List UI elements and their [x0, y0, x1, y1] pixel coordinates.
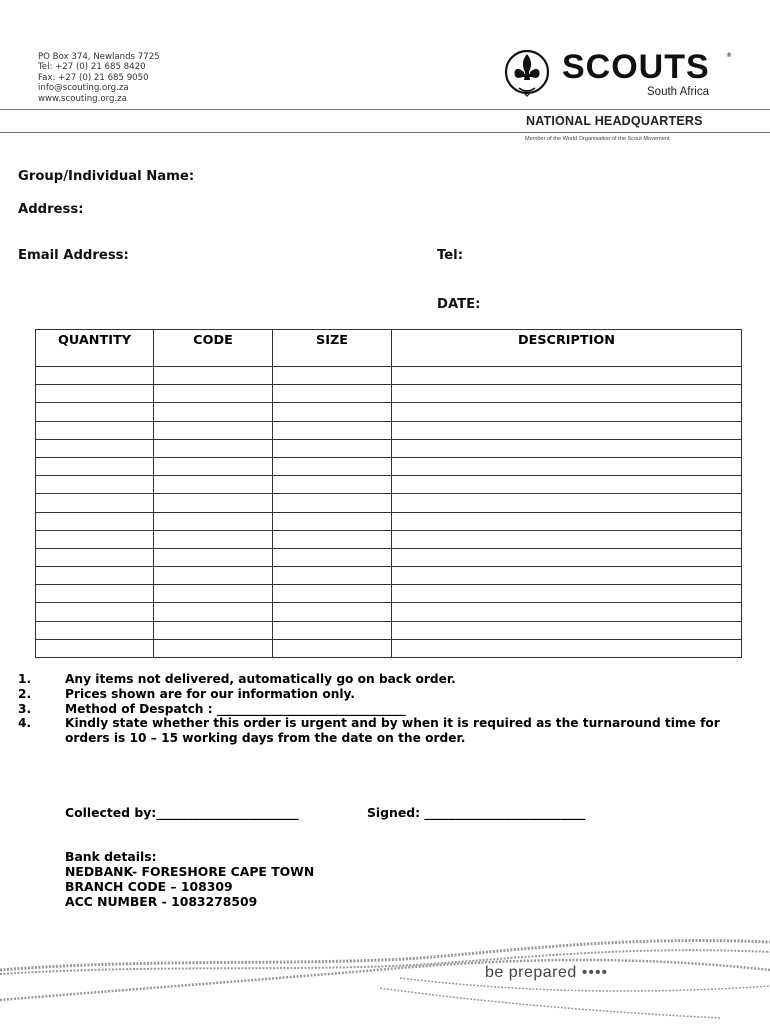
contact-fax: Fax: +27 (0) 21 685 9050 — [38, 72, 149, 83]
member-note: Member of the World Organisation of the Scout Movement — [525, 136, 670, 142]
table-row — [36, 621, 742, 639]
order-notes — [18, 672, 763, 746]
table-cell — [36, 439, 154, 457]
brand-subtitle: South Africa — [647, 86, 710, 98]
table-cell — [154, 603, 273, 621]
table-row — [36, 512, 742, 530]
bank-title: Bank details: — [65, 849, 157, 864]
tagline-dots: •••• — [581, 964, 609, 981]
table-row — [36, 548, 742, 566]
table-cell — [273, 476, 392, 494]
name-label: Group/Individual Name: — [18, 169, 195, 184]
note-number: 2. — [18, 686, 32, 701]
contact-email: info@scouting.org.za — [38, 83, 129, 94]
table-row — [36, 385, 742, 403]
footer-tagline — [485, 964, 608, 982]
table-cell — [154, 421, 273, 439]
table-cell — [154, 476, 273, 494]
contact-block — [38, 52, 160, 104]
table-cell — [392, 421, 742, 439]
registered-mark: ® — [726, 52, 732, 59]
note-item — [18, 672, 763, 687]
table-cell — [36, 457, 154, 475]
table-cell — [273, 457, 392, 475]
table-cell — [36, 530, 154, 548]
table-cell — [36, 476, 154, 494]
note-item — [18, 702, 763, 717]
table-cell — [36, 385, 154, 403]
code-header: CODE — [154, 330, 273, 367]
email-label: Email Address: — [18, 248, 129, 263]
address-label: Address: — [18, 202, 84, 217]
table-cell — [273, 385, 392, 403]
table-row — [36, 585, 742, 603]
table-cell — [273, 494, 392, 512]
table-cell — [392, 385, 742, 403]
description-header: DESCRIPTION — [392, 330, 742, 367]
table-row — [36, 603, 742, 621]
table-cell — [273, 367, 392, 385]
note-text: Method of Despatch : _______________________________ — [65, 701, 406, 716]
table-cell — [273, 403, 392, 421]
table-cell — [392, 567, 742, 585]
note-item — [18, 716, 763, 746]
table-cell — [273, 548, 392, 566]
signed-line: Signed: __________________________ — [367, 805, 586, 820]
size-header: SIZE — [273, 330, 392, 367]
bank-account-number: ACC NUMBER - 1083278509 — [65, 894, 258, 909]
table-cell — [154, 457, 273, 475]
table-cell — [392, 457, 742, 475]
contact-address: PO Box 374, Newlands 7725 — [38, 52, 160, 62]
contact-tel: Tel: +27 (0) 21 685 8420 — [38, 62, 146, 73]
table-cell — [154, 548, 273, 566]
table-row — [36, 476, 742, 494]
bank-branch-code: BRANCH CODE – 108309 — [65, 879, 233, 894]
footer-swoosh-graphic — [0, 930, 770, 1024]
table-row — [36, 530, 742, 548]
table-cell — [273, 512, 392, 530]
table-cell — [154, 530, 273, 548]
table-row — [36, 403, 742, 421]
table-cell — [273, 567, 392, 585]
table-cell — [36, 512, 154, 530]
header-divider-bottom — [0, 132, 770, 133]
tagline-text: be prepared — [485, 964, 577, 981]
table-cell — [154, 367, 273, 385]
table-cell — [392, 603, 742, 621]
table-cell — [36, 621, 154, 639]
table-cell — [392, 548, 742, 566]
note-number: 4. — [18, 716, 32, 731]
table-cell — [154, 403, 273, 421]
date-label: DATE: — [437, 297, 481, 312]
table-cell — [392, 476, 742, 494]
table-row — [36, 639, 742, 657]
table-row — [36, 567, 742, 585]
table-cell — [392, 621, 742, 639]
note-number: 1. — [18, 672, 32, 686]
hq-title: NATIONAL HEADQUARTERS — [526, 114, 703, 128]
note-text: Any items not delivered, automatically go on back order. — [65, 672, 456, 686]
table-cell — [154, 439, 273, 457]
table-cell — [154, 567, 273, 585]
table-cell — [36, 585, 154, 603]
tel-label: Tel: — [437, 248, 463, 263]
table-cell — [392, 512, 742, 530]
table-cell — [273, 421, 392, 439]
table-cell — [154, 621, 273, 639]
table-cell — [392, 403, 742, 421]
table-cell — [273, 530, 392, 548]
table-cell — [392, 494, 742, 512]
table-cell — [392, 530, 742, 548]
table-row — [36, 367, 742, 385]
table-cell — [392, 367, 742, 385]
table-cell — [36, 603, 154, 621]
table-cell — [36, 567, 154, 585]
table-cell — [36, 548, 154, 566]
table-cell — [36, 421, 154, 439]
order-table — [35, 329, 742, 658]
table-cell — [273, 585, 392, 603]
table-cell — [36, 494, 154, 512]
note-number: 3. — [18, 701, 32, 716]
header-divider-top — [0, 109, 770, 110]
table-cell — [392, 639, 742, 657]
table-cell — [154, 385, 273, 403]
table-cell — [273, 439, 392, 457]
table-cell — [273, 621, 392, 639]
table-cell — [154, 494, 273, 512]
collected-by-line: Collected by:_______________________ — [65, 805, 299, 820]
table-cell — [392, 585, 742, 603]
table-cell — [36, 639, 154, 657]
bank-name: NEDBANK- FORESHORE CAPE TOWN — [65, 864, 315, 879]
note-item — [18, 687, 763, 702]
bank-details — [65, 849, 314, 909]
table-cell — [154, 512, 273, 530]
table-cell — [273, 639, 392, 657]
note-text: Prices shown are for our information only. — [65, 686, 356, 701]
table-row — [36, 457, 742, 475]
table-row — [36, 439, 742, 457]
scouts-emblem-icon — [503, 48, 551, 100]
table-cell — [273, 603, 392, 621]
table-header-row — [36, 330, 742, 367]
table-row — [36, 421, 742, 439]
table-cell — [36, 367, 154, 385]
brand-logo-text: SCOUTS — [562, 48, 710, 86]
table-cell — [392, 439, 742, 457]
table-row — [36, 494, 742, 512]
table-cell — [154, 585, 273, 603]
table-cell — [154, 639, 273, 657]
table-cell — [36, 403, 154, 421]
note-text: Kindly state whether this order is urgent and by when it is required as the turnaround time for orders is 10 – 15 working days from the date on the order. — [65, 716, 720, 746]
quantity-header: QUANTITY — [36, 330, 154, 367]
contact-website: www.scouting.org.za — [38, 93, 127, 104]
